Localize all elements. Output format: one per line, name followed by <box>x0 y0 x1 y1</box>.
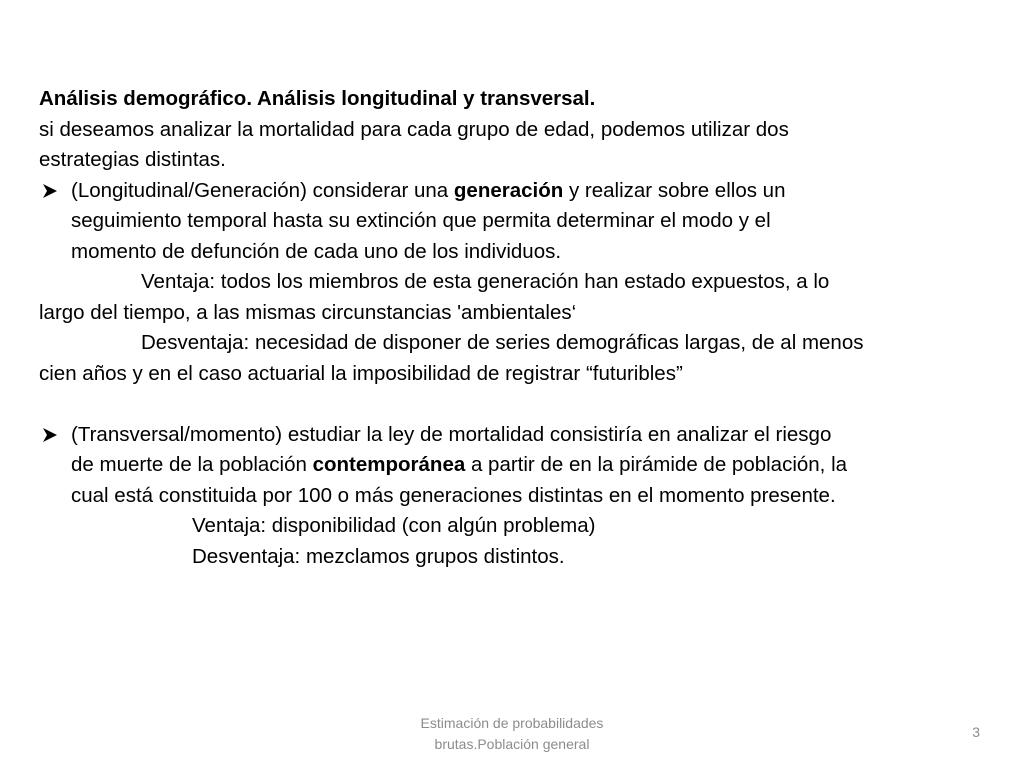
generacion-emphasis: generación <box>453 178 564 202</box>
footer-line-1: Estimación de probabilidades <box>420 715 604 731</box>
transversal-line-3: cual está constituida por 100 o más generaciones distintas en el momento presente. <box>71 483 836 507</box>
footer-caption <box>362 713 662 755</box>
slide-content <box>39 84 989 572</box>
longitudinal-ventaja-line-2: largo del tiempo, a las mismas circunstancias 'ambientales‘ <box>39 300 577 324</box>
slide-title: Análisis demográfico. Análisis longitudinal y transversal. <box>39 87 596 110</box>
transversal-desventaja: Desventaja: mezclamos grupos distintos. <box>192 544 565 568</box>
transversal-text-post: a partir de en la pirámide de población, la <box>465 453 848 476</box>
intro-text-line-2: estrategias distintas. <box>39 148 226 171</box>
bullet-transversal <box>39 420 989 451</box>
footer-line-2: brutas.Población general <box>434 736 590 752</box>
bullet-longitudinal <box>39 176 989 207</box>
longitudinal-text-pre: (Longitudinal/Generación) considerar una <box>71 178 454 202</box>
transversal-line-1: (Transversal/momento) estudiar la ley de mortalidad consistiría en analizar el riesgo <box>71 422 832 446</box>
arrow-bullet-icon <box>42 176 62 207</box>
arrow-bullet-icon <box>42 420 62 451</box>
longitudinal-line-3: momento de defunción de cada uno de los individuos. <box>71 239 562 263</box>
transversal-ventaja: Ventaja: disponibilidad (con algún problema) <box>192 514 596 537</box>
longitudinal-ventaja-line-1: Ventaja: todos los miembros de esta generación han estado expuestos, a lo <box>141 270 830 293</box>
transversal-line-2 <box>39 450 989 481</box>
transversal-text-pre: de muerte de la población <box>71 453 313 476</box>
page-number: 3 <box>972 724 980 740</box>
longitudinal-desventaja-line-1: Desventaja: necesidad de disponer de series demográficas largas, de al menos <box>141 331 864 354</box>
intro-text-line-1: si deseamos analizar la mortalidad para cada grupo de edad, podemos utilizar dos <box>39 117 789 141</box>
contemporanea-emphasis: contemporánea <box>312 453 466 476</box>
longitudinal-text-post: y realizar sobre ellos un <box>563 178 786 202</box>
longitudinal-desventaja-line-2: cien años y en el caso actuarial la imposibilidad de registrar “futuribles” <box>39 361 683 385</box>
paragraph-spacer <box>39 389 989 420</box>
longitudinal-line-2: seguimiento temporal hasta su extinción que permita determinar el modo y el <box>71 209 771 232</box>
